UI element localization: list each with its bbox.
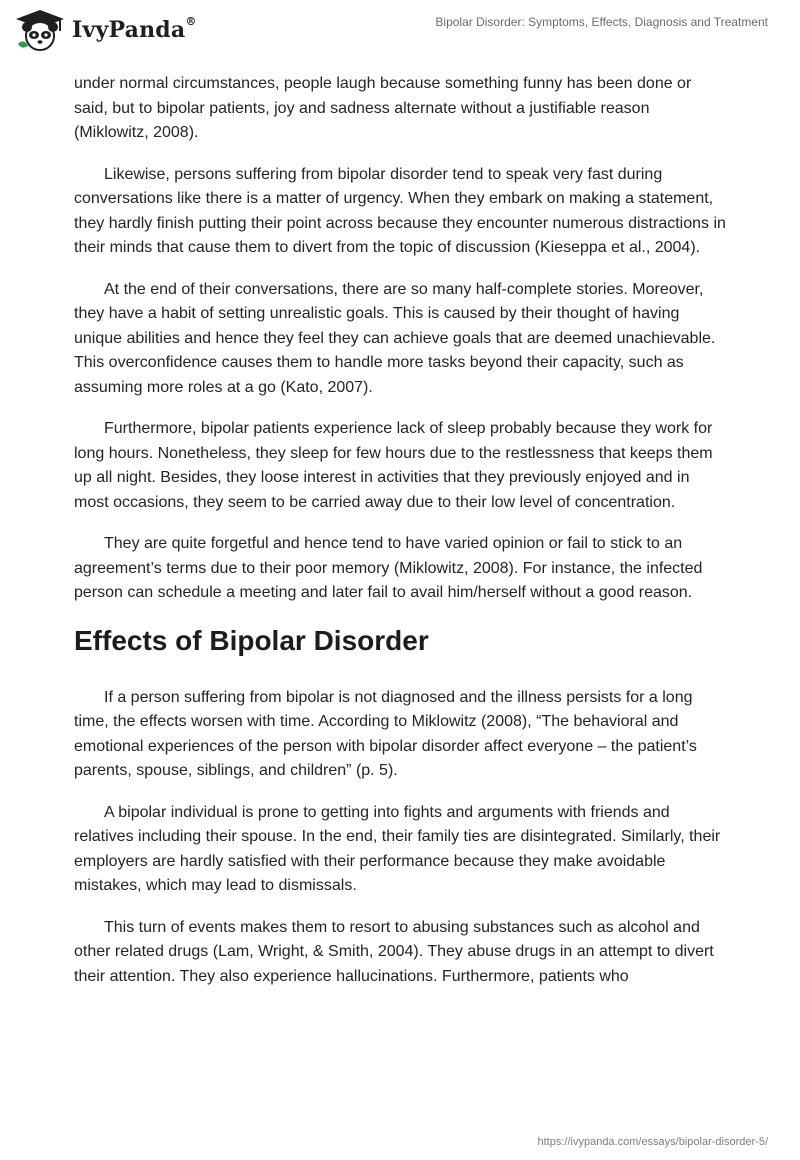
paragraph: This turn of events makes them to resort to abusing substances such as alcohol and other related drugs (Lam, Wright, & Smith, 2004). They abuse drugs in an attempt to divert their attention. They also experience hallucinations. Furthermore, patients who <box>74 918 714 985</box>
paragraph: A bipolar individual is prone to getting into fights and arguments with friends and relatives including their spouse. In the end, their family ties are disintegrated. Similarly, their employers are hardly satisfied with their performance because they make avoidable mistakes, which may lead to dismissals. <box>74 803 721 894</box>
paragraph: They are quite forgetful and hence tend to have varied opinion or fail to stick to an agreement’s terms due to their poor memory (Miklowitz, 2008). For instance, the infected person can schedule a meeting and later fail to avail him/herself without a good reason. <box>74 535 703 601</box>
paragraph: If a person suffering from bipolar is not diagnosed and the illness persists for a long time, the effects worsen with time. According to Miklowitz (2008), “The behavioral and emotional experiences of the person with bipolar disorder affect everyone – the patient’s parents, spouse, siblings, and children” (p. 5). <box>74 688 697 779</box>
section-heading: Effects of Bipolar Disorder <box>74 624 429 656</box>
brand-logo[interactable] <box>14 8 197 52</box>
paragraph: Furthermore, bipolar patients experience lack of sleep probably because they work for long hours. Nonetheless, they sleep for few hours due to the restlessness that keeps them up all night. Besides, they loose interest in activities that they previously enjoyed and in most occasions, they seem to be carried away due to their low level of concentration. <box>74 420 713 511</box>
brand-name: IvyPanda® <box>72 15 197 43</box>
panda-graduate-icon <box>14 8 66 52</box>
paragraph: under normal circumstances, people laugh because something funny has been done or said, but to bipolar patients, joy and sadness alternate without a justifiable reason (Miklowitz, 2008). <box>74 75 692 141</box>
article-body <box>74 72 726 1006</box>
document-title: Bipolar Disorder: Symptoms, Effects, Diagnosis and Treatment <box>435 15 768 29</box>
page-header <box>0 0 800 62</box>
paragraph: Likewise, persons suffering from bipolar disorder tend to speak very fast during conversations like there is a matter of urgency. When they embark on making a statement, they hardly finish putting their point across because they encounter numerous distractions in their minds that cause them to divert from the topic of discussion (Kieseppa et al., 2004). <box>74 165 726 256</box>
paragraph: At the end of their conversations, there are so many half-complete stories. Moreover, they have a habit of setting unrealistic goals. This is caused by their thought of having unique abilities and hence they feel they can achieve goals that are deemed unachievable. This overconfidence causes them to handle more tasks beyond their capacity, such as assuming more roles at a go (Kato, 2007). <box>74 280 716 396</box>
source-url[interactable]: https://ivypanda.com/essays/bipolar-disorder-5/ <box>537 1136 768 1148</box>
